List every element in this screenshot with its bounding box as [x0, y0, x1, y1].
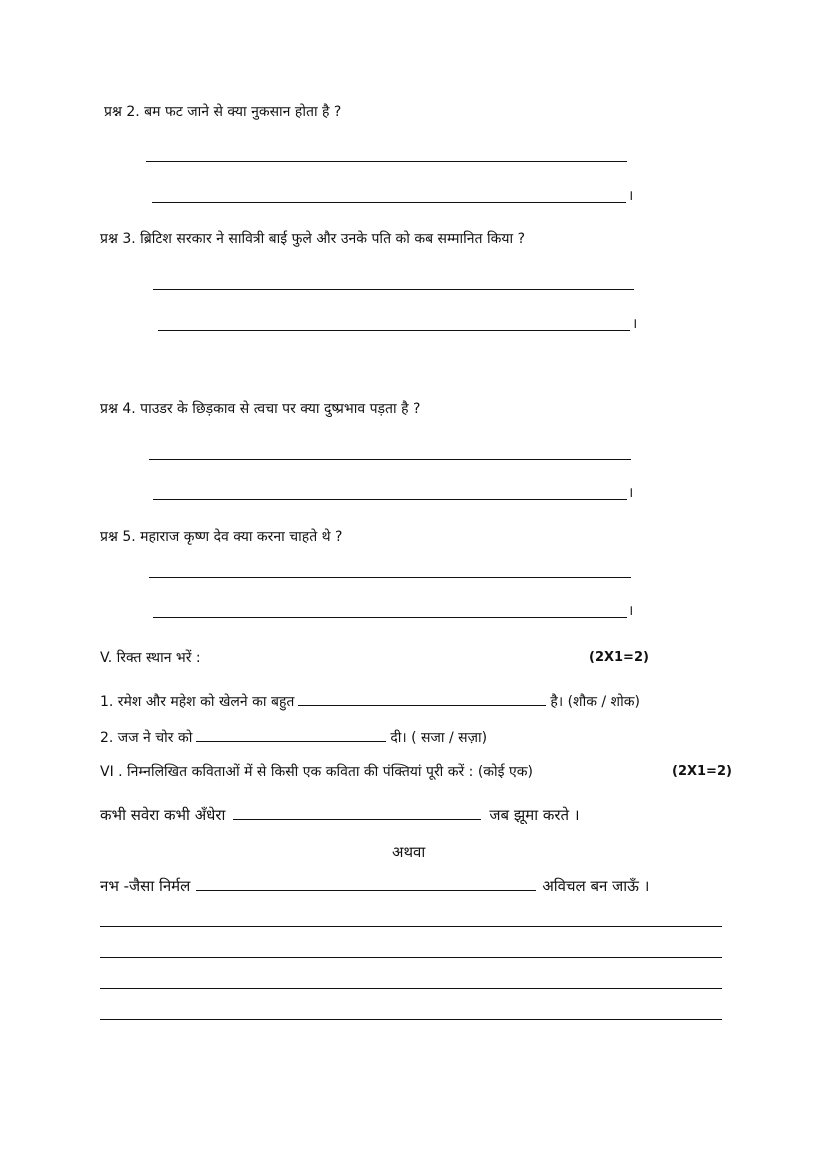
answer-line[interactable]: [153, 617, 627, 618]
section-vi-marks: (2X1=2): [672, 764, 732, 779]
fill-blank-1: [100, 691, 640, 711]
answer-line[interactable]: [149, 459, 631, 460]
fill-blank-2: [100, 727, 487, 747]
poem-2-before: नभ -जैसा निर्मल: [100, 877, 191, 895]
question-4: प्रश्न 4. पाउडर के छिड़काव से त्वचा पर क्या दुष्प्रभाव पड़ता है ?: [100, 401, 421, 417]
answer-line[interactable]: [146, 161, 627, 162]
poem-1-after: जब झूमा करते ।: [489, 806, 580, 824]
section-v-marks: (2X1=2): [589, 650, 649, 665]
section-v-title: V. रिक्त स्थान भरें :: [100, 650, 201, 666]
answer-end-mark: ।: [628, 485, 634, 501]
fill-blank-2-line[interactable]: [196, 727, 386, 742]
writing-line[interactable]: [100, 1019, 722, 1020]
poem-line-1: [100, 805, 580, 825]
question-3: प्रश्न 3. ब्रिटिश सरकार ने सावित्री बाई फुले और उनके पति को कब सम्मानित किया ?: [100, 231, 525, 247]
answer-line[interactable]: [153, 499, 627, 500]
writing-line[interactable]: [100, 988, 722, 989]
answer-line[interactable]: [158, 330, 630, 331]
fill-blank-2-before: 2. जज ने चोर को: [100, 730, 193, 746]
poem-2-after: अविचल बन जाऊँ ।: [542, 877, 650, 895]
poem-2-line[interactable]: [196, 876, 536, 891]
answer-line[interactable]: [153, 289, 634, 290]
fill-blank-1-line[interactable]: [298, 691, 546, 706]
section-vi-title: VI . निम्नलिखित कविताओं में से किसी एक कविता की पंक्तियां पूरी करें : (कोई एक): [100, 764, 533, 780]
writing-line[interactable]: [100, 926, 722, 927]
question-2: प्रश्न 2. बम फट जाने से क्या नुकसान होता है ?: [104, 104, 342, 120]
answer-end-mark: ।: [628, 603, 634, 619]
fill-blank-1-before: 1. रमेश और महेश को खेलने का बहुत: [100, 694, 295, 710]
answer-line[interactable]: [152, 202, 626, 203]
fill-blank-2-after: दी। ( सजा / सज़ा): [390, 730, 488, 746]
answer-line[interactable]: [149, 577, 631, 578]
poem-1-line[interactable]: [233, 805, 481, 820]
or-text: अथवा: [392, 843, 426, 861]
writing-line[interactable]: [100, 957, 722, 958]
poem-line-2: [100, 876, 649, 896]
poem-1-before: कभी सवेरा कभी अँधेरा: [100, 806, 226, 824]
question-5: प्रश्न 5. महाराज कृष्ण देव क्या करना चाहते थे ?: [100, 529, 343, 545]
fill-blank-1-after: है। (शौक / शोक): [550, 694, 640, 710]
answer-end-mark: ।: [628, 188, 634, 204]
answer-end-mark: ।: [632, 316, 638, 332]
